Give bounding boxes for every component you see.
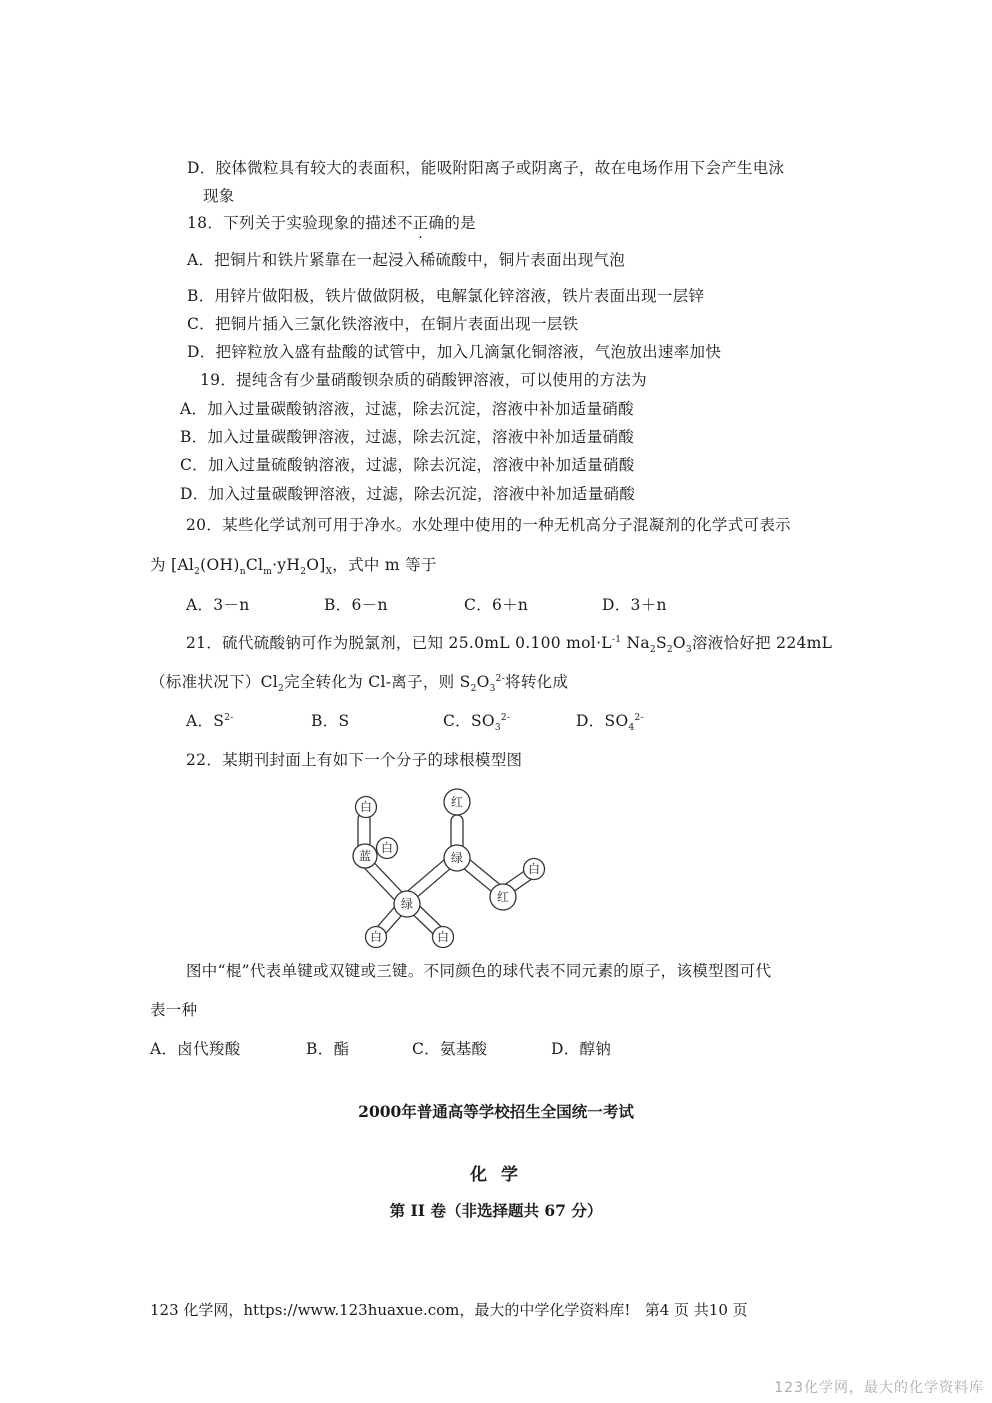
q18-stem [187, 213, 476, 233]
q21-option-c: C．$SO_3^{2-}$ [443, 712, 511, 734]
q17-option-d-line2: 现象 [203, 187, 235, 205]
q22-option-c: C．氨基酸 [412, 1040, 488, 1058]
atom-label-white-mid: 白 [380, 841, 394, 855]
q18-option-c: C．把铜片插入三氯化铁溶液中，在铜片表面出现一层铁 [187, 315, 579, 333]
atom-label-red-right: 红 [496, 890, 510, 904]
q20-sub-2b: 2 [300, 567, 307, 578]
q19-option-d: D．加入过量碳酸钾溶液，过滤，除去沉淀，溶液中补加适量硝酸 [180, 485, 636, 503]
q20-option-a: A．3－n [186, 596, 250, 614]
q21-o2: O [476, 673, 490, 691]
atom-label-green-upper: 绿 [450, 851, 464, 865]
q18-option-d: D．把锌粒放入盛有盐酸的试管中，加入几滴氯化铜溶液，气泡放出速率加快 [187, 343, 722, 361]
q20-sub-x: X [325, 567, 333, 578]
q20-option-d: D．3＋n [602, 596, 667, 614]
q18-stem-post: 的是 [444, 214, 476, 232]
q21-s: S [655, 634, 667, 652]
q20-option-b: B．6－n [324, 596, 388, 614]
q18-stem-emphasis: 不正确 [396, 214, 445, 232]
bond-green-green [409, 861, 451, 897]
q21-sub-3: 3 [685, 645, 692, 656]
q20-oh: (OH) [200, 556, 240, 574]
atom-label-blue: 蓝 [358, 849, 372, 863]
q17-option-d-line1: D．胶体微粒具有较大的表面积，能吸附阳离子或阴离子，故在电场作用下会产生电泳 [187, 159, 785, 177]
q21-option-b: B．S [311, 712, 350, 730]
q21-line1-post: 溶液恰好把 224mL [691, 634, 833, 652]
q22-desc-line2: 表一种 [150, 1001, 198, 1019]
q20-stem-post: ，式中 m 等于 [332, 556, 437, 574]
q21-options [186, 711, 644, 734]
q21-stem-line2 [150, 672, 569, 695]
q21-sup-2neg: 2- [495, 673, 506, 684]
atom-label-red-top: 红 [450, 795, 464, 809]
q21-line2-post: 将转化成 [505, 673, 569, 691]
q22-stem: 22．某期刊封面上有如下一个分子的球根模型图 [186, 751, 523, 769]
q22-option-a: A．卤代羧酸 [150, 1040, 241, 1058]
q22-desc-line1: 图中“棍”代表单键或双键或三键。不同颜色的球代表不同元素的原子，该模型图可代 [186, 962, 772, 980]
q21-na: Na [621, 634, 650, 652]
q20-cl: Cl [245, 556, 264, 574]
q20-sub-m: m [263, 567, 273, 578]
q20-options [186, 595, 667, 615]
q21-line2-mid: 完全转化为 Cl-离子，则 S [284, 673, 471, 691]
q19-option-b: B．加入过量碳酸钾溶液，过滤，除去沉淀，溶液中补加适量硝酸 [180, 428, 635, 446]
q21-option-d: D．$SO_4^{2-}$ [576, 712, 644, 734]
atom-label-white-bottom-left: 白 [369, 930, 383, 944]
q20-sub-2: 2 [194, 567, 201, 578]
atom-label-white-top: 白 [359, 800, 373, 814]
q21-sub-3b: 3 [489, 684, 496, 695]
q18-option-b: B．用锌片做阳极，铁片做做阴极，电解氯化锌溶液，铁片表面出现一层锌 [187, 287, 705, 305]
footer-site-text: 123 化学网，https://www.123huaxue.com，最大的中学化学资料库! [150, 1301, 631, 1319]
q21-sub-2c: 2 [278, 684, 285, 695]
q20-formula-pre: 为 [Al [150, 556, 195, 574]
atom-label-green-lower: 绿 [400, 897, 414, 911]
q20-stem-line1: 20．某些化学试剂可用于净水。水处理中使用的一种无机高分子混凝剂的化学式可表示 [186, 516, 791, 534]
exam-title: 2000年普通高等学校招生全国统一考试 [358, 1102, 634, 1121]
q19-stem: 19．提纯含有少量硝酸钡杂质的硝酸钾溶液，可以使用的方法为 [200, 371, 647, 389]
q21-sup-neg1: -1 [611, 634, 622, 645]
q21-sub-2b: 2 [666, 645, 673, 656]
q18-stem-pre: 18．下列关于实验现象的描述 [187, 214, 397, 232]
q21-line2-pre: （标准状况下）Cl [150, 673, 279, 691]
q20-stem-line2 [150, 555, 437, 578]
q22-option-b: B．酯 [306, 1040, 350, 1058]
q19-option-a: A．加入过量碳酸钠溶液，过滤，除去沉淀，溶液中补加适量硝酸 [180, 400, 634, 418]
atom-label-white-bottom-right: 白 [436, 930, 450, 944]
q20-sub-n: n [239, 567, 246, 578]
atom-label-white-right: 白 [527, 862, 541, 876]
q20-dot-y: ·yH [272, 556, 301, 574]
subject-title: 化 学 [470, 1165, 522, 1185]
q20-h2o: O] [306, 556, 326, 574]
q22-option-d: D．醇钠 [551, 1040, 612, 1058]
q21-sub-2a: 2 [649, 645, 656, 656]
q21-sub-2d: 2 [470, 684, 477, 695]
q21-o: O [672, 634, 686, 652]
q21-option-a: A．$S^{2-}$ [186, 712, 234, 730]
molecule-bonds [358, 813, 531, 933]
q18-option-a: A．把铜片和铁片紧靠在一起浸入稀硫酸中，铜片表面出现气泡 [187, 251, 626, 269]
q20-option-c: C．6＋n [464, 596, 529, 614]
page-footer [150, 1299, 748, 1320]
part-title: 第 II 卷（非选择题共 67 分） [389, 1201, 603, 1220]
watermark: 123化学网，最大的化学资料库 [774, 1380, 984, 1396]
q21-stem-line1 [186, 633, 833, 656]
q19-option-c: C．加入过量硫酸钠溶液，过滤，除去沉淀，溶液中补加适量硝酸 [180, 456, 635, 474]
ball-and-stick-molecule-diagram [345, 785, 550, 950]
footer-page-number: 第4 页 共10 页 [644, 1301, 748, 1319]
q22-options [150, 1039, 611, 1059]
q21-line1-pre: 21．硫代硫酸钠可作为脱氯剂，已知 25.0mL 0.100 mol·L [186, 634, 612, 652]
